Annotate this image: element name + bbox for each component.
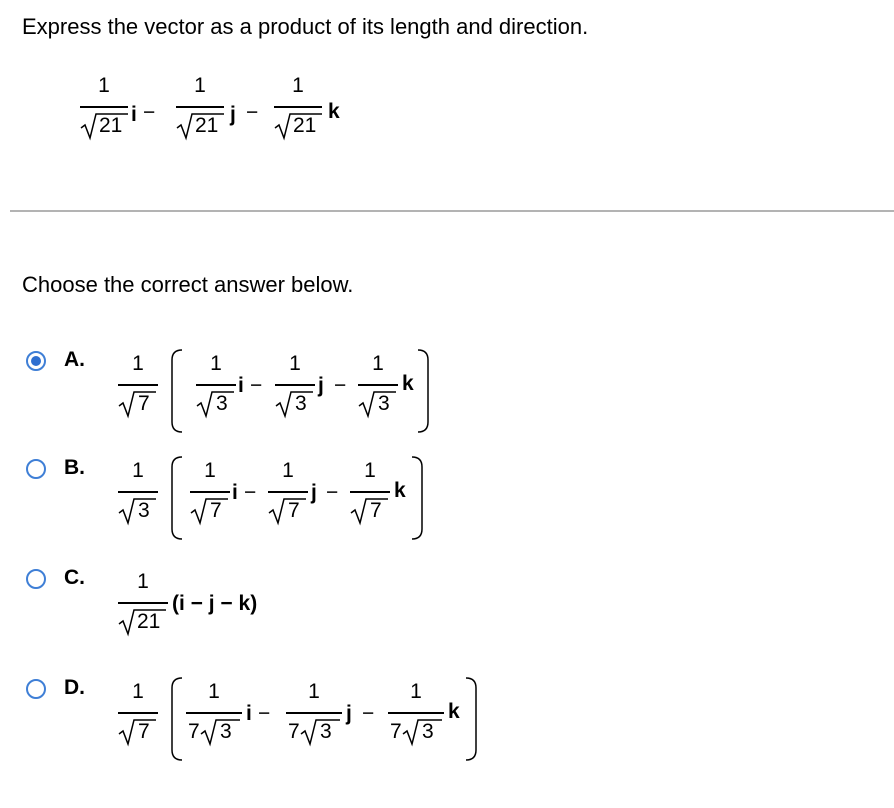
denominator — [118, 716, 158, 748]
fraction-bar — [286, 712, 342, 714]
denominator — [388, 716, 444, 748]
inner-fraction-k — [358, 352, 398, 424]
fraction-k — [274, 74, 322, 146]
left-paren-icon — [170, 676, 184, 762]
radicand: 7 — [138, 392, 150, 415]
radio-button-d[interactable] — [26, 679, 46, 699]
radicand: 3 — [320, 720, 332, 743]
right-paren-icon — [464, 676, 478, 762]
denominator — [358, 388, 398, 420]
fraction-bar — [388, 712, 444, 714]
unit-vector-j: j — [318, 374, 324, 397]
coefficient: 7 — [188, 720, 200, 743]
inner-fraction-j — [275, 352, 315, 424]
minus-sign: − — [326, 481, 339, 504]
numerator: 1 — [137, 570, 149, 593]
question-prompt: Express the vector as a product of its length and direction. — [22, 14, 589, 39]
numerator: 1 — [132, 680, 144, 703]
numerator: 1 — [410, 680, 422, 703]
radicand: 21 — [195, 114, 219, 137]
radicand: 21 — [99, 114, 123, 137]
fraction-bar — [118, 712, 158, 714]
unit-vector-k: k — [448, 700, 460, 723]
fraction-bar — [274, 106, 322, 108]
denominator — [118, 606, 168, 638]
radio-button-b[interactable] — [26, 459, 46, 479]
radicand: 3 — [378, 392, 390, 415]
numerator: 1 — [204, 459, 216, 482]
divider — [10, 210, 894, 212]
numerator: 1 — [132, 352, 144, 375]
radicand: 21 — [293, 114, 317, 137]
coefficient: 7 — [288, 720, 300, 743]
option-label[interactable]: C. — [64, 566, 85, 589]
numerator: 1 — [210, 352, 222, 375]
fraction-bar — [186, 712, 242, 714]
outer-fraction — [118, 570, 168, 642]
inner-fraction-i — [190, 459, 230, 531]
inner-fraction-j — [286, 680, 342, 752]
inner-fraction-i — [186, 680, 242, 752]
denominator — [350, 495, 390, 527]
inner-fraction-k — [350, 459, 390, 531]
denominator — [274, 110, 322, 142]
unit-vector-j: j — [346, 702, 352, 725]
fraction-bar — [80, 106, 128, 108]
radicand: 7 — [288, 499, 300, 522]
unit-vector-i: i — [238, 374, 244, 397]
minus-sign: − — [258, 702, 271, 725]
right-paren-icon — [410, 455, 424, 541]
outer-fraction — [118, 459, 158, 531]
fraction-bar — [268, 491, 308, 493]
unit-vector-k: k — [394, 479, 406, 502]
minus-sign: − — [250, 374, 263, 397]
fraction-bar — [275, 384, 315, 386]
fraction-bar — [118, 384, 158, 386]
outer-fraction — [118, 352, 158, 424]
unit-vector-j: j — [311, 481, 317, 504]
coefficient: 7 — [390, 720, 402, 743]
minus-sign: − — [334, 374, 347, 397]
fraction-bar — [176, 106, 224, 108]
fraction-bar — [350, 491, 390, 493]
denominator — [286, 716, 342, 748]
numerator: 1 — [289, 352, 301, 375]
left-paren-icon — [170, 455, 184, 541]
option-label[interactable]: B. — [64, 456, 85, 479]
left-paren-icon — [170, 348, 184, 434]
denominator — [275, 388, 315, 420]
inner-fraction-i — [196, 352, 236, 424]
minus-sign: − — [143, 101, 156, 124]
unit-vector-j: j — [230, 103, 236, 126]
radicand: 3 — [295, 392, 307, 415]
unit-vector-i: i — [131, 103, 137, 126]
numerator: 1 — [132, 459, 144, 482]
denominator — [186, 716, 242, 748]
fraction-bar — [190, 491, 230, 493]
numerator: 1 — [194, 74, 206, 97]
minus-sign: − — [246, 101, 259, 124]
fraction-bar — [358, 384, 398, 386]
denominator — [268, 495, 308, 527]
radicand: 3 — [220, 720, 232, 743]
denominator — [118, 388, 158, 420]
minus-sign: − — [244, 481, 257, 504]
numerator: 1 — [292, 74, 304, 97]
minus-sign: − — [362, 702, 375, 725]
numerator: 1 — [282, 459, 294, 482]
outer-fraction — [118, 680, 158, 752]
numerator: 1 — [208, 680, 220, 703]
right-paren-icon — [416, 348, 430, 434]
radicand: 7 — [210, 499, 222, 522]
denominator — [118, 495, 158, 527]
instruction-text: Choose the correct answer below. — [22, 272, 354, 297]
fraction-bar — [196, 384, 236, 386]
unit-vector-i: i — [246, 702, 252, 725]
inner-fraction-j — [268, 459, 308, 531]
denominator — [190, 495, 230, 527]
unit-vector-i: i — [232, 481, 238, 504]
denominator — [176, 110, 224, 142]
denominator — [80, 110, 128, 142]
unit-vector-k: k — [328, 100, 340, 123]
fraction-bar — [118, 602, 168, 604]
denominator — [196, 388, 236, 420]
numerator: 1 — [372, 352, 384, 375]
option-label[interactable]: A. — [64, 348, 85, 371]
vector-expression: (i − j − k) — [172, 592, 258, 615]
radicand: 3 — [138, 499, 150, 522]
radicand: 7 — [370, 499, 382, 522]
inner-fraction-k — [388, 680, 444, 752]
radicand: 3 — [422, 720, 434, 743]
radio-button-a[interactable] — [26, 351, 46, 371]
numerator: 1 — [364, 459, 376, 482]
unit-vector-k: k — [402, 372, 414, 395]
fraction-i — [80, 74, 128, 146]
radicand: 3 — [216, 392, 228, 415]
numerator: 1 — [98, 74, 110, 97]
radio-button-c[interactable] — [26, 569, 46, 589]
fraction-j — [176, 74, 224, 146]
radicand: 7 — [138, 720, 150, 743]
option-label[interactable]: D. — [64, 676, 85, 699]
numerator: 1 — [308, 680, 320, 703]
radicand: 21 — [137, 610, 161, 633]
fraction-bar — [118, 491, 158, 493]
